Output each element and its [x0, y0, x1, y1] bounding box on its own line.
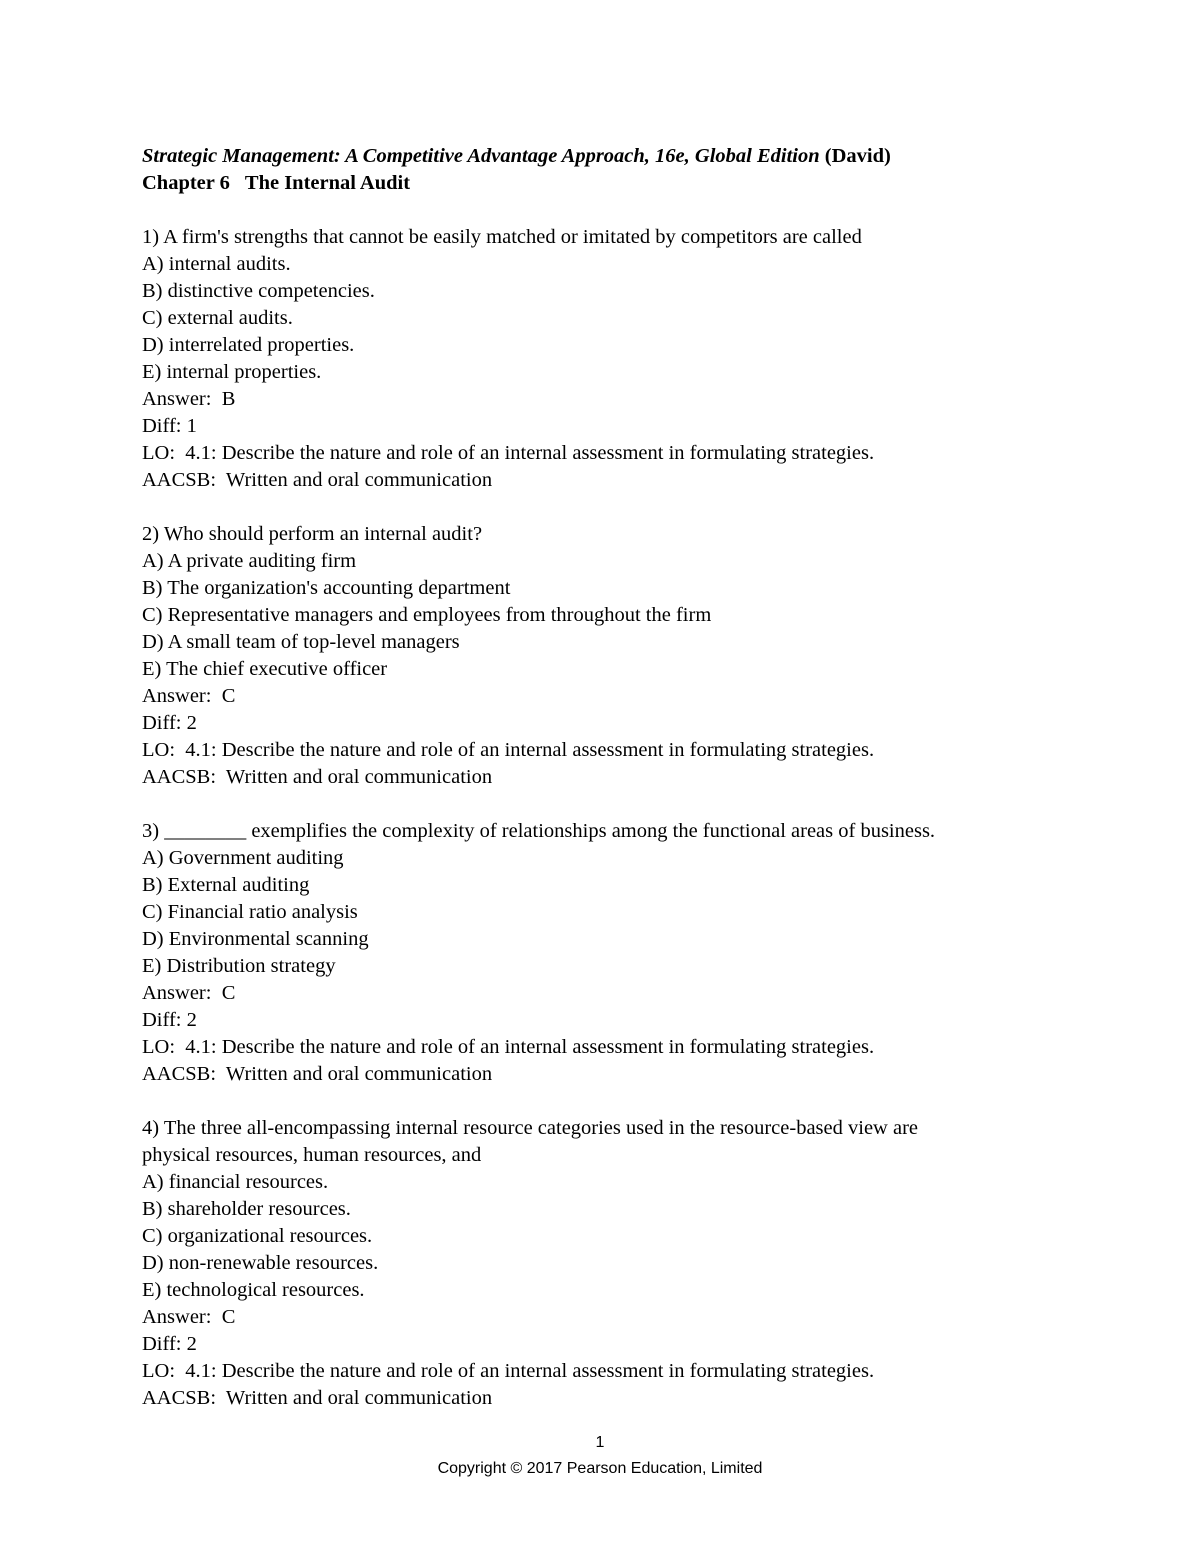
answer-option-c: C) external audits. [142, 307, 293, 329]
answer-option-e: E) internal properties. [142, 361, 322, 383]
difficulty: Diff: 2 [142, 712, 197, 734]
question-stem-line-2: physical resources, human resources, and [142, 1144, 482, 1166]
copyright-notice: Copyright © 2017 Pearson Education, Limited [437, 1460, 763, 1477]
book-title [142, 143, 1082, 170]
learning-objective: LO: 4.1: Describe the nature and role of an internal assessment in formulating strategies. [142, 739, 875, 761]
question-4 [142, 1115, 1082, 1412]
answer-option-b: B) shareholder resources. [142, 1198, 351, 1220]
correct-answer: Answer: B [142, 388, 236, 410]
chapter-heading: Chapter 6 The Internal Audit [142, 172, 411, 194]
correct-answer: Answer: C [142, 982, 236, 1004]
book-title-italic: Strategic Management: A Competitive Advantage Approach, 16e, Global Edition [142, 145, 820, 167]
answer-option-e: E) technological resources. [142, 1279, 365, 1301]
aacsb-standard: AACSB: Written and oral communication [142, 766, 493, 788]
answer-option-e: E) Distribution strategy [142, 955, 336, 977]
answer-option-e: E) The chief executive officer [142, 658, 388, 680]
answer-option-c: C) organizational resources. [142, 1225, 373, 1247]
answer-option-c: C) Financial ratio analysis [142, 901, 358, 923]
difficulty: Diff: 2 [142, 1009, 197, 1031]
question-stem: 3) ________ exemplifies the complexity of relationships among the functional areas of business. [142, 820, 936, 842]
question-2 [142, 521, 1082, 791]
answer-option-b: B) distinctive competencies. [142, 280, 375, 302]
answer-option-a: A) financial resources. [142, 1171, 329, 1193]
correct-answer: Answer: C [142, 1306, 236, 1328]
page-number: 1 [595, 1434, 605, 1451]
document-content [142, 143, 1082, 1412]
question-3 [142, 818, 1082, 1088]
aacsb-standard: AACSB: Written and oral communication [142, 1063, 493, 1085]
spacer [142, 197, 1082, 224]
answer-option-b: B) The organization's accounting department [142, 577, 511, 599]
question-stem: 1) A firm's strengths that cannot be easily matched or imitated by competitors are called [142, 226, 862, 248]
answer-option-d: D) non-renewable resources. [142, 1252, 379, 1274]
spacer [142, 791, 1082, 818]
correct-answer: Answer: C [142, 685, 236, 707]
answer-option-a: A) Government auditing [142, 847, 344, 869]
question-stem-line-1: 4) The three all-encompassing internal resource categories used in the resource-based view are [142, 1117, 919, 1139]
book-author: (David) [819, 145, 891, 167]
difficulty: Diff: 2 [142, 1333, 197, 1355]
learning-objective: LO: 4.1: Describe the nature and role of an internal assessment in formulating strategies. [142, 1036, 875, 1058]
answer-option-a: A) internal audits. [142, 253, 291, 275]
answer-option-c: C) Representative managers and employees from throughout the firm [142, 604, 712, 626]
learning-objective: LO: 4.1: Describe the nature and role of an internal assessment in formulating strategies. [142, 442, 875, 464]
answer-option-b: B) External auditing [142, 874, 310, 896]
answer-option-d: D) interrelated properties. [142, 334, 355, 356]
aacsb-standard: AACSB: Written and oral communication [142, 469, 493, 491]
question-stem: 2) Who should perform an internal audit? [142, 523, 483, 545]
question-1 [142, 224, 1082, 494]
aacsb-standard: AACSB: Written and oral communication [142, 1387, 493, 1409]
answer-option-d: D) A small team of top-level managers [142, 631, 460, 653]
answer-option-d: D) Environmental scanning [142, 928, 369, 950]
learning-objective: LO: 4.1: Describe the nature and role of an internal assessment in formulating strategies. [142, 1360, 875, 1382]
spacer [142, 1088, 1082, 1115]
answer-option-a: A) A private auditing firm [142, 550, 357, 572]
spacer [142, 494, 1082, 521]
difficulty: Diff: 1 [142, 415, 197, 437]
